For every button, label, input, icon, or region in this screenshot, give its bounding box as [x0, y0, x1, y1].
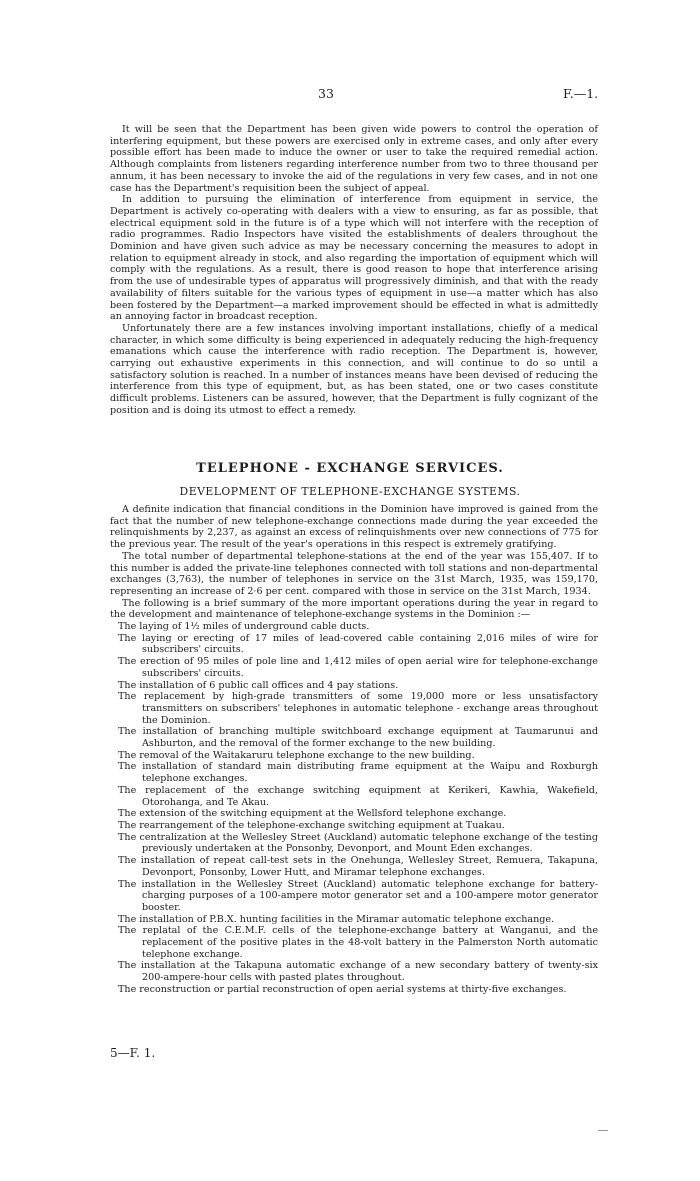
paragraph: Unfortunately there are a few instances involving important installations, chiefly of a medical character, in which some difficulty is being experienced in adequately reducing the high-frequency emanations which cause the interference with radio reception. The Department is, however, carrying out exhaustive experiments in this connection, and will continue to do so until a satisfactory solution is reached. In a number of instances means have been devised of reducing the interference from this type of equipment, but, as has been stated, one or two cases constitute difficult problems. Listeners can be assured, however, that the Department is fully cognizant of the position and is doing its utmost to effect a remedy. [110, 322, 598, 416]
list-item: The rearrangement of the telephone-exchange switching equipment at Tuakau. [118, 819, 505, 831]
list-item: The installation of repeat call-test sets in the Onehunga, Wellesley Street, Remuera, Takapuna, Devonport, Ponsonby, Lower Hutt, and Miramar telephone exchanges. [118, 855, 598, 878]
list-item: The replatal of the C.E.M.F. cells of the telephone-exchange battery at Wanganui, and the replacement of the positive plates in the 48-volt battery in the Palmerston North automatic telephone exchange. [118, 925, 598, 960]
list-item: The installation at the Takapuna automatic exchange of a new secondary battery of twenty-six 200-ampere-hour cells with pasted plates throughout. [118, 960, 598, 984]
list-item: The extension of the switching equipment at the Wellsford telephone exchange. [118, 808, 507, 820]
paragraph: The following is a brief summary of the more important operations during the year in regard to the development and maintenance of telephone-exchange systems in the Dominion :— [110, 597, 598, 621]
section-subtitle: DEVELOPMENT OF TELEPHONE-EXCHANGE SYSTEMS. [179, 485, 521, 498]
list-item: The laying of 1½ miles of underground cable ducts. [118, 621, 370, 633]
list-item: The installation of standard main distributing frame equipment at the Waipu and Roxburgh telephone exchanges. [118, 761, 598, 785]
intro-section [110, 124, 598, 417]
list-item: The installation of branching multiple switchboard exchange equipment at Taumarunui and Ashburton, and the removal of the former exchange to the new building. [118, 726, 598, 750]
list-item: The laying or erecting of 17 miles of lead-covered cable containing 2,016 miles of wire for subscribers' circuits. [118, 632, 598, 656]
operations-list [118, 621, 598, 996]
paragraph: A definite indication that financial conditions in the Dominion have improved is gained from the fact that the number of new telephone-exchange connections made during the year exceeded the relinquishments by 2,237, as against an excess of relinquishments over new connections of 775 for the previous year. The result of the year's operations in this respect is extremely gratifying. [110, 504, 598, 551]
paragraph: The total number of departmental telephone-stations at the end of the year was 155,407. If to this number is added the private-line telephones connected with toll stations and non-departmental exchanges (3,763), the number of telephones in service on the 31st March, 1935, was 159,170, representing an increase of 2·6 per cent. compared with those in service on the 31st March, 1934. [110, 550, 598, 597]
telephone-section [110, 504, 598, 996]
section-title: TELEPHONE - EXCHANGE SERVICES. [196, 461, 504, 476]
paragraph: It will be seen that the Department has been given wide powers to control the operation of interfering equipment, but these powers are exercised only in extreme cases, and only after every possible effort has been made to induce the owner or user to take the required remedial action. Although complaints from listeners regarding interference number from two to three thousand per annum, it has been necessary to invoke the aid of the regulations in very few cases, and in not one case has the Department's requisition been the subject of appeal. [110, 124, 598, 194]
scan-mark [598, 1130, 608, 1131]
paragraph: In addition to pursuing the elimination of interference from equipment in service, the Department is actively co-operating with dealers with a view to ensuring, as far as possible, that electrical equipment sold in the future is of a type which will not interfere with the reception of radio programmes. Radio Inspectors have visited the establishments of dealers throughout the Dominion and have given such advice as may be necessary concerning the measures to adopt in relation to equipment already in stock, and also regarding the importation of equipment which will comply with the regulations. As a result, there is good reason to hope that interference arising from the use of undesirable types of apparatus will progressively diminish, and that with the ready availability of filters suitable for the various types of equipment in use—a matter which has also been fostered by the Department—a marked improvement should be effected in what is admittedly an annoying factor in broadcast reception. [110, 194, 598, 323]
page-header [0, 86, 700, 102]
list-item: The installation in the Wellesley Street (Auckland) automatic telephone exchange for battery-charging purposes of a 100-ampere motor generator set and a 100-ampere motor generator booster. [118, 878, 598, 913]
list-item: The erection of 95 miles of pole line and 1,412 miles of open aerial wire for telephone-exchange subscribers' circuits. [118, 656, 598, 679]
list-item: The installation of 6 public call offices and 4 pay stations. [118, 679, 399, 691]
list-item: The removal of the Waitakaruru telephone exchange to the new building. [118, 749, 475, 761]
list-item: The reconstruction or partial reconstruction of open aerial systems at thirty-five exchanges. [118, 983, 567, 995]
list-item: The replacement of the exchange switching equipment at Kerikeri, Kawhia, Wakefield, Otorohanga, and Te Akau. [118, 784, 598, 808]
list-item: The installation of P.B.X. hunting facilities in the Miramar automatic telephone exchange. [118, 913, 555, 925]
signature-reference: 5—F. 1. [110, 1046, 156, 1060]
list-item: The centralization at the Wellesley Street (Auckland) automatic telephone exchange of the testing previously undertaken at the Ponsonby, Devonport, and Mount Eden exchanges. [118, 831, 598, 855]
page-number: 33 [318, 86, 334, 101]
list-item: The replacement by high-grade transmitters of some 19,000 more or less unsatisfactory transmitters on subscribers' telephones in automatic telephone - exchange areas throughout the Dominion. [118, 691, 598, 726]
report-reference: F.—1. [563, 86, 599, 101]
